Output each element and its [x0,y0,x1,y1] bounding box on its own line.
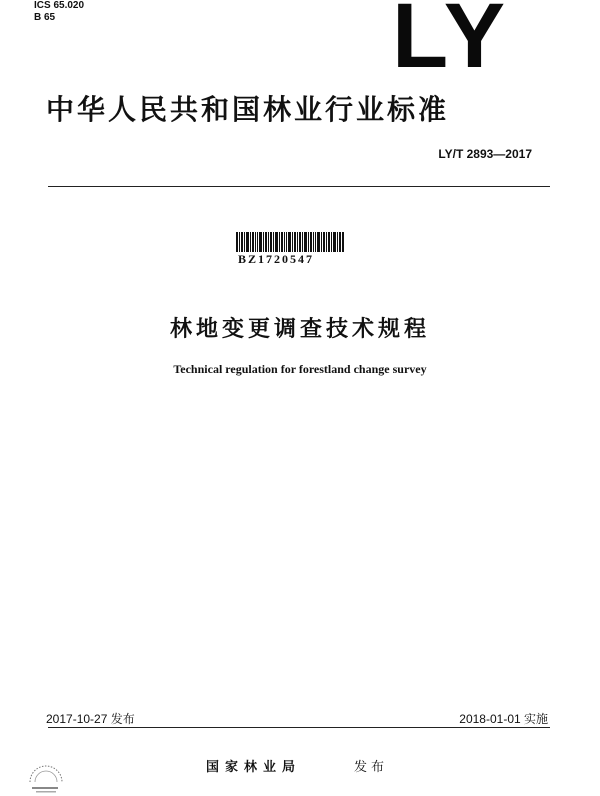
publisher-seal-icon [24,760,68,796]
barcode-number: BZ1720547 [238,252,315,266]
ics-code: ICS 65.020 [34,0,85,11]
document-title-chinese: 林地变更调查技术规程 [169,317,430,342]
barcode-icon [236,232,344,252]
publish-label: 发布 [354,760,389,775]
standard-logo: LY [392,0,510,87]
classification-codes [34,0,84,24]
document-title-english: Technical regulation for forestland change survey [173,362,427,376]
standard-code: LY/T 2893—2017 [438,147,532,161]
ccs-code: B 65 [34,12,56,23]
implementation-date: 2018-01-01 实施 [459,712,548,726]
footer-divider [48,727,550,728]
publisher-name: 国家林业局 [206,760,302,775]
standard-category-title: 中华人民共和国林业行业标准 [46,93,450,126]
issue-date: 2017-10-27 发布 [46,712,135,726]
header-divider [48,186,550,187]
